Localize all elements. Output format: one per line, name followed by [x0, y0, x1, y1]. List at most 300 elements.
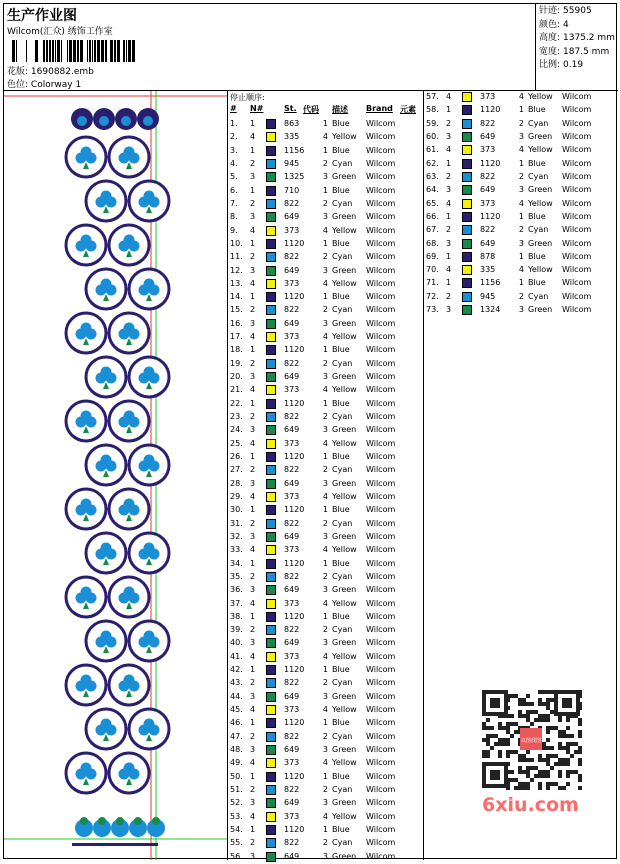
color-swatch [266, 785, 276, 795]
leaf-top [144, 719, 155, 730]
color-description: Cyan [332, 571, 353, 581]
qr-module [578, 734, 582, 738]
qr-module [526, 774, 530, 778]
stop-index: 18. [230, 345, 243, 355]
qr-module [510, 750, 514, 754]
color-swatch [266, 519, 276, 529]
color-swatch [462, 119, 472, 129]
needle-number: 1 [250, 558, 256, 568]
stitch-count: 1120 [480, 211, 501, 221]
qr-module [562, 762, 566, 766]
qr-module [486, 734, 490, 738]
color-code: 3 [518, 238, 524, 248]
thread-brand: Wilcom [366, 198, 396, 208]
stitch-count: 1120 [284, 505, 305, 515]
color-description: Green [332, 318, 357, 328]
needle-number: 4 [250, 651, 256, 661]
qr-module [482, 754, 486, 758]
stitch-count: 649 [284, 638, 300, 648]
color-code: 3 [322, 745, 328, 755]
thread-brand: Wilcom [366, 851, 396, 861]
qr-finder-dot [490, 770, 500, 780]
color-description: Blue [332, 238, 350, 248]
color-description: Green [528, 238, 553, 248]
qr-module [526, 694, 530, 698]
color-description: Blue [332, 345, 350, 355]
stop-index: 40. [230, 638, 243, 648]
stitch-count: 373 [284, 598, 300, 608]
color-swatch [266, 718, 276, 728]
thread-brand: Wilcom [366, 158, 396, 168]
color-swatch [266, 678, 276, 688]
thread-brand: Wilcom [366, 385, 396, 395]
color-code: 2 [322, 465, 328, 475]
qr-module [526, 710, 530, 714]
thread-brand: Wilcom [366, 678, 396, 688]
thread-brand: Wilcom [366, 172, 396, 182]
leaf-top [81, 323, 92, 334]
thread-brand: Wilcom [366, 185, 396, 195]
color-description: Yellow [332, 438, 357, 448]
leaf-top [144, 367, 155, 378]
qr-module [578, 758, 582, 762]
stop-index: 47. [230, 731, 243, 741]
leaf-top [81, 147, 92, 158]
qr-module [502, 726, 506, 730]
qr-module [550, 698, 554, 702]
color-code: 4 [518, 198, 524, 208]
needle-number: 1 [250, 145, 256, 155]
color-stop-row [228, 851, 422, 864]
qr-module [550, 690, 554, 694]
color-description: Blue [332, 185, 350, 195]
color-swatch [462, 92, 472, 102]
color-stop-row [424, 291, 618, 304]
needle-number: 2 [250, 571, 256, 581]
color-stop-row [424, 198, 618, 211]
needle-number: 4 [250, 438, 256, 448]
qr-module [530, 722, 534, 726]
stitch-count: 373 [480, 145, 496, 155]
leaf-top [81, 587, 92, 598]
stitch-count: 822 [284, 571, 300, 581]
color-code: 1 [322, 771, 328, 781]
stop-index: 24. [230, 425, 243, 435]
color-description: Blue [332, 665, 350, 675]
color-stop-row [228, 531, 422, 544]
stitch-count: 1120 [480, 105, 501, 115]
needle-number: 1 [446, 278, 452, 288]
color-code: 2 [322, 785, 328, 794]
stitch-count: 822 [480, 171, 496, 181]
qr-module [554, 754, 558, 758]
needle-number: 2 [250, 625, 256, 635]
color-swatch [266, 332, 276, 342]
stitch-count: 335 [284, 132, 300, 142]
stat-label: 宽度: [539, 46, 561, 57]
stop-index: 62. [426, 158, 439, 168]
stop-index: 35. [230, 571, 243, 581]
thread-brand: Wilcom [366, 705, 396, 715]
color-stop-row [228, 358, 422, 371]
color-description: Yellow [332, 545, 357, 555]
qr-module [486, 742, 490, 746]
needle-number: 4 [446, 198, 452, 208]
color-description: Green [528, 185, 553, 195]
leaf-top [101, 719, 112, 730]
color-swatch [462, 278, 472, 288]
thread-brand: Wilcom [366, 824, 396, 834]
color-stop-row [228, 611, 422, 624]
stop-index: 11. [230, 252, 243, 262]
color-description: Green [332, 745, 357, 755]
color-description: Yellow [332, 758, 357, 768]
stitch-count: 1120 [284, 611, 305, 621]
stop-index: 29. [230, 491, 243, 501]
color-stop-row [228, 491, 422, 504]
color-stop-row [228, 518, 422, 531]
color-description: Green [332, 531, 357, 541]
leaf-top [81, 499, 92, 510]
qr-module [538, 718, 542, 722]
color-description: Yellow [332, 332, 357, 342]
needle-number: 4 [250, 811, 256, 821]
thread-brand: Wilcom [562, 305, 592, 315]
leaf-top [144, 455, 155, 466]
stitch-count: 649 [480, 185, 496, 195]
stitch-count: 1120 [284, 558, 305, 568]
needle-number: 3 [250, 638, 256, 648]
stitch-count: 1120 [480, 158, 501, 168]
thread-brand: Wilcom [366, 212, 396, 222]
color-stop-row [228, 664, 422, 677]
qr-module [578, 718, 582, 722]
thread-brand: Wilcom [366, 638, 396, 648]
qr-module [502, 742, 506, 746]
qr-module [570, 742, 574, 746]
color-code: 2 [322, 571, 328, 581]
stitch-count: 822 [284, 838, 300, 848]
color-stop-row [228, 504, 422, 517]
color-description: Blue [332, 452, 350, 461]
color-swatch [266, 612, 276, 622]
stitch-count: 863 [284, 119, 300, 128]
qr-module [558, 786, 562, 790]
qr-module [574, 750, 578, 754]
qr-module [554, 726, 558, 730]
stop-index: 34. [230, 558, 243, 568]
qr-module [506, 738, 510, 742]
qr-finder-dot [490, 698, 500, 708]
color-code: 2 [322, 252, 328, 262]
thread-brand: Wilcom [366, 691, 396, 701]
qr-module [506, 726, 510, 730]
needle-number: 4 [250, 758, 256, 768]
stop-index: 7. [230, 198, 238, 208]
color-stop-row [424, 238, 618, 251]
leaf-top [81, 763, 92, 774]
thread-brand: Wilcom [366, 585, 396, 595]
stop-index: 19. [230, 358, 243, 368]
stat-label: 比例: [539, 60, 561, 70]
color-description: Cyan [332, 838, 353, 848]
color-description: Blue [332, 558, 350, 568]
stitch-count: 1324 [480, 305, 501, 315]
qr-module [558, 774, 562, 778]
color-code: 3 [322, 265, 328, 275]
color-stop-row [228, 225, 422, 238]
color-stop-row [228, 744, 422, 757]
qr-module [510, 734, 514, 738]
qr-module [558, 734, 562, 738]
color-stop-row [228, 811, 422, 824]
thread-brand: Wilcom [562, 265, 592, 275]
stitch-count: 945 [480, 291, 496, 301]
color-stop-row [228, 584, 422, 597]
stop-index: 69. [426, 251, 439, 261]
stitch-count: 1120 [284, 452, 305, 461]
leaf-top [124, 675, 135, 686]
col-header-brand: Brand [366, 104, 393, 113]
stat-label: 高度: [539, 33, 561, 43]
color-swatch [266, 599, 276, 609]
thread-brand: Wilcom [562, 291, 592, 301]
stat-label: 颜色: [539, 19, 561, 30]
qr-module [518, 758, 522, 762]
stitch-count: 1156 [284, 145, 305, 155]
stop-index: 60. [426, 131, 439, 141]
color-code: 4 [322, 651, 328, 661]
qr-module [546, 758, 550, 762]
color-stop-row [228, 384, 422, 397]
color-stop-row [228, 797, 422, 810]
stop-index: 38. [230, 611, 243, 621]
color-swatch [266, 479, 276, 489]
stat-label: 针迹: [539, 6, 561, 16]
needle-number: 1 [446, 158, 452, 168]
color-swatch [266, 505, 276, 515]
barcode [9, 40, 135, 62]
color-swatch [266, 798, 276, 808]
thread-brand: Wilcom [366, 119, 396, 128]
thread-brand: Wilcom [562, 251, 592, 261]
color-swatch [462, 105, 472, 115]
color-code: 1 [322, 665, 328, 675]
leaf-top [144, 543, 155, 554]
color-description: Blue [332, 398, 350, 408]
color-code: 2 [518, 291, 524, 301]
qr-module [558, 758, 562, 762]
color-description: Yellow [332, 811, 357, 821]
stop-index: 26. [230, 452, 243, 461]
stitch-count: 1156 [480, 278, 501, 288]
leaf-top [124, 235, 135, 246]
color-swatch [462, 172, 472, 182]
stitch-count: 822 [284, 198, 300, 208]
qr-module [514, 778, 518, 782]
color-description: Green [332, 265, 357, 275]
studio-name: Wilcom(汇众) 绣饰工作室 [7, 27, 113, 37]
qr-module [518, 786, 522, 790]
qr-module [510, 722, 514, 726]
color-code: 1 [518, 278, 524, 288]
qr-module [538, 774, 542, 778]
qr-module [490, 726, 494, 730]
color-description: Blue [332, 718, 350, 728]
needle-number: 4 [250, 332, 256, 342]
stitch-count: 373 [284, 705, 300, 715]
stitch-count: 878 [480, 251, 496, 261]
needle-number: 1 [250, 665, 256, 675]
color-stop-row [228, 837, 422, 850]
stop-index: 22. [230, 398, 243, 408]
qr-module [534, 774, 538, 778]
color-swatch [462, 265, 472, 275]
qr-module [538, 702, 542, 706]
thread-brand: Wilcom [366, 252, 396, 262]
color-description: Yellow [332, 385, 357, 395]
stitch-count: 822 [480, 118, 496, 128]
thread-brand: Wilcom [562, 238, 592, 248]
stitch-count: 373 [284, 491, 300, 501]
qr-module [526, 766, 530, 770]
stop-index: 5. [230, 172, 238, 182]
color-description: Green [332, 691, 357, 701]
stitch-count: 1120 [284, 398, 305, 408]
qr-module [534, 766, 538, 770]
qr-module [506, 754, 510, 758]
qr-module [566, 718, 570, 722]
border-leaf [77, 116, 87, 126]
stop-index: 6. [230, 185, 238, 195]
stitch-count: 649 [284, 265, 300, 275]
qr-module [566, 774, 570, 778]
color-stop-row [228, 544, 422, 557]
qr-module [530, 702, 534, 706]
stop-index: 33. [230, 545, 243, 555]
qr-module [490, 734, 494, 738]
qr-module [578, 786, 582, 790]
color-swatch [462, 145, 472, 155]
stitch-count: 373 [284, 438, 300, 448]
color-swatch [266, 119, 276, 129]
color-stop-row [228, 571, 422, 584]
qr-module [566, 750, 570, 754]
thread-brand: Wilcom [366, 718, 396, 728]
color-swatch [266, 279, 276, 289]
qr-module [550, 746, 554, 750]
needle-number: 1 [250, 505, 256, 515]
colorway-line [7, 77, 81, 90]
qr-module [490, 746, 494, 750]
color-description: Yellow [528, 92, 553, 101]
stop-index: 50. [230, 771, 243, 781]
color-description: Green [332, 851, 357, 861]
stat-row [539, 59, 618, 73]
thread-brand: Wilcom [562, 92, 592, 101]
qr-module [566, 762, 570, 766]
thread-brand: Wilcom [366, 625, 396, 635]
color-swatch [266, 772, 276, 782]
color-stop-row [228, 717, 422, 730]
qr-module [558, 718, 562, 722]
color-description: Cyan [528, 225, 549, 235]
qr-module [538, 698, 542, 702]
qr-module [566, 726, 570, 730]
stop-index: 53. [230, 811, 243, 821]
qr-module [506, 750, 510, 754]
thread-brand: Wilcom [366, 745, 396, 755]
qr-module [522, 714, 526, 718]
thread-brand: Wilcom [366, 651, 396, 661]
color-stop-row [228, 598, 422, 611]
thread-brand: Wilcom [366, 225, 396, 235]
color-swatch [266, 412, 276, 422]
col-header-code: 代码 [303, 105, 319, 114]
color-description: Cyan [332, 305, 353, 315]
stitch-count: 649 [284, 478, 300, 488]
qr-module [542, 746, 546, 750]
color-description: Green [332, 585, 357, 595]
color-description: Blue [528, 278, 546, 288]
stop-index: 61. [426, 145, 439, 155]
stitch-count: 822 [480, 225, 496, 235]
needle-number: 2 [250, 198, 256, 208]
qr-module [510, 778, 514, 782]
color-stop-row [228, 691, 422, 704]
qr-module [526, 786, 530, 790]
color-description: Blue [332, 611, 350, 621]
qr-module [482, 750, 486, 754]
color-code: 1 [322, 238, 328, 248]
color-swatch [266, 399, 276, 409]
color-code: 3 [322, 478, 328, 488]
stat-row [539, 19, 618, 33]
color-stop-row [228, 731, 422, 744]
needle-number: 3 [250, 745, 256, 755]
stop-index: 27. [230, 465, 243, 475]
color-description: Green [332, 638, 357, 648]
stat-row [539, 46, 618, 60]
needle-number: 2 [250, 838, 256, 848]
qr-module [566, 782, 570, 786]
color-description: Cyan [332, 731, 353, 741]
color-code: 2 [322, 838, 328, 848]
qr-module [486, 754, 490, 758]
thread-brand: Wilcom [366, 452, 396, 461]
page-title: 生产作业图 [7, 8, 77, 24]
border-bud [134, 817, 142, 825]
color-code: 1 [518, 211, 524, 221]
border-leaf [143, 116, 153, 126]
qr-module [546, 770, 550, 774]
qr-module [542, 758, 546, 762]
color-swatch [266, 572, 276, 582]
thread-brand: Wilcom [366, 345, 396, 355]
thread-brand: Wilcom [366, 491, 396, 501]
color-code: 1 [322, 611, 328, 621]
qr-module [550, 710, 554, 714]
qr-module [518, 702, 522, 706]
stop-index: 58. [426, 105, 439, 115]
stitch-count: 649 [284, 585, 300, 595]
stop-index: 48. [230, 745, 243, 755]
color-stop-row [424, 158, 618, 171]
qr-module [546, 698, 550, 702]
color-swatch [266, 838, 276, 848]
qr-module [482, 738, 486, 742]
color-code: 4 [322, 438, 328, 448]
